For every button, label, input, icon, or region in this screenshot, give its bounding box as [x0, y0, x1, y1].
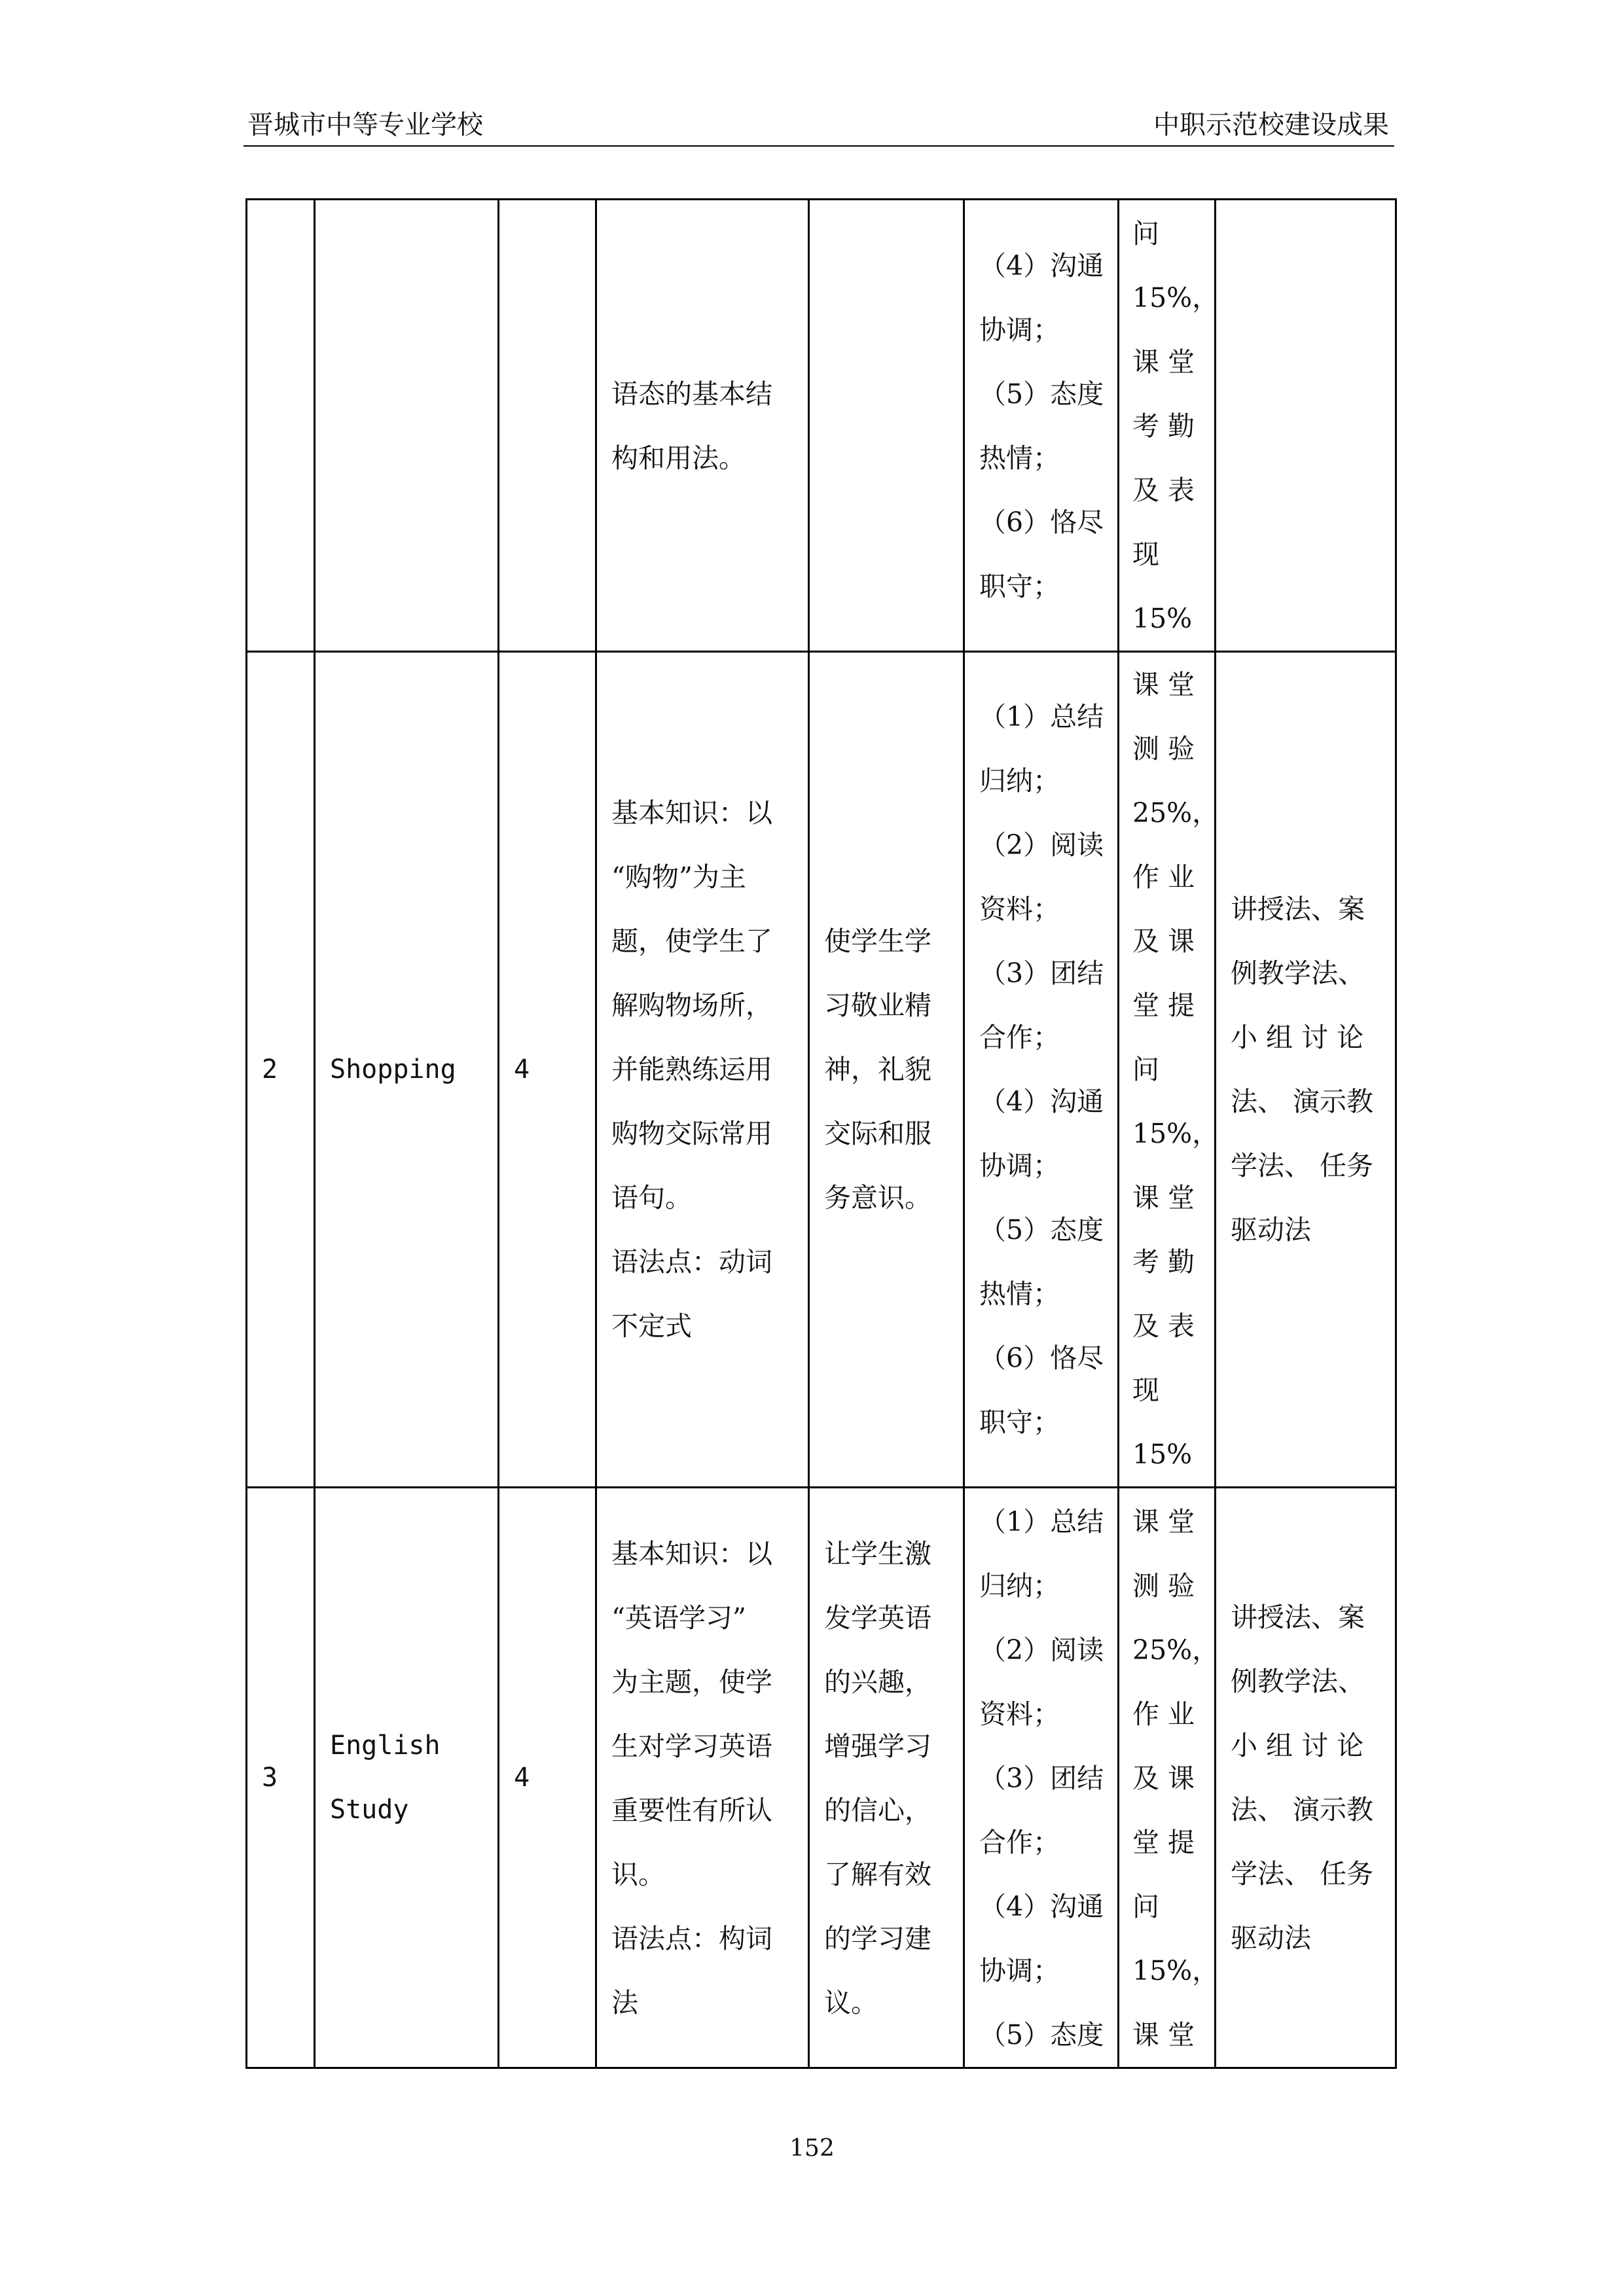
content-cell: 基本知识：以 “英语学习” 为主题，使学 生对学习英语 重要性有所认 识。 语法点：构词 法 — [596, 1488, 809, 2068]
method-cell: 讲授法、案 例教学法、 小 组 讨 论 法、 演示教 学法、 任务 驱动法 — [1216, 652, 1396, 1488]
title-cell: Shopping — [315, 652, 499, 1488]
header-title: 中职示范校建设成果 — [1153, 110, 1389, 140]
goal-cell: 让学生激 发学英语 的兴趣， 增强学习 的信心， 了解有效 的学习建 议。 — [809, 1488, 964, 2068]
title-cell: English Study — [315, 1488, 499, 2068]
assessment-cell: 课 堂 测 验 25%， 作 业 及 课 堂 提 问 15%， 课 堂 — [1119, 1488, 1216, 2068]
table-row — [247, 1488, 1396, 2068]
no-cell: 2 — [247, 652, 315, 1488]
table-row — [247, 200, 1396, 652]
page-header — [244, 111, 1394, 147]
goal-cell: 使学生学 习敬业精 神，礼貌 交际和服 务意识。 — [809, 652, 964, 1488]
hours-cell: 4 — [499, 652, 596, 1488]
assessment-cell: 课 堂 测 验 25%， 作 业 及 课 堂 提 问 15%， 课 堂 考 勤 及 表 现 15% — [1119, 652, 1216, 1488]
content-cell: 基本知识：以 “购物”为主 题，使学生了 解购物场所， 并能熟练运用 购物交际常用 语句。 语法点：动词 不定式 — [596, 652, 809, 1488]
content-cell: 语态的基本结 构和用法。 — [596, 200, 809, 652]
hours-cell — [499, 200, 596, 652]
table-row — [247, 652, 1396, 1488]
ability-cell: （1）总结 归纳； （2）阅读 资料； （3）团结 合作； （4）沟通 协调； （5）态度 热情； （6）恪尽 职守； — [964, 652, 1119, 1488]
no-cell — [247, 200, 315, 652]
school-name: 晋城市中等专业学校 — [247, 110, 483, 140]
ability-cell: （1）总结 归纳； （2）阅读 资料； （3）团结 合作； （4）沟通 协调； （5）态度 — [964, 1488, 1119, 2068]
ability-cell: （4）沟通 协调； （5）态度 热情； （6）恪尽 职守； — [964, 200, 1119, 652]
method-cell: 讲授法、案 例教学法、 小 组 讨 论 法、 演示教 学法、 任务 驱动法 — [1216, 1488, 1396, 2068]
assessment-cell: 问 15%， 课 堂 考 勤 及 表 现 15% — [1119, 200, 1216, 652]
course-table — [245, 198, 1397, 2069]
page-number: 152 — [789, 2135, 835, 2162]
no-cell: 3 — [247, 1488, 315, 2068]
hours-cell: 4 — [499, 1488, 596, 2068]
method-cell — [1216, 200, 1396, 652]
title-cell — [315, 200, 499, 652]
goal-cell — [809, 200, 964, 652]
